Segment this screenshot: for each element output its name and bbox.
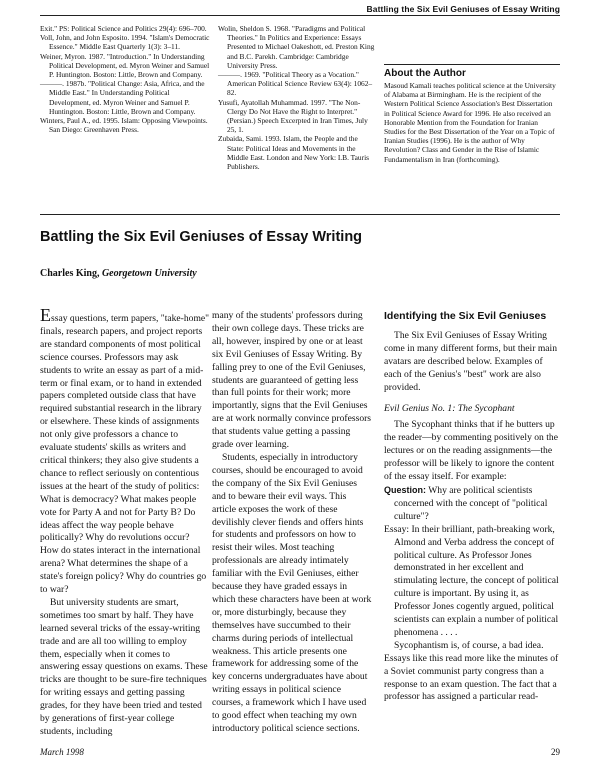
reference-entry: ———. 1987b. "Political Change: Asia, Africa, and the Middle East." In Understanding Political Development, ed. Myron Weiner and Samuel P. Huntington. Boston: Little, Brown and Company. bbox=[40, 79, 205, 116]
body-paragraph: Students, especially in introductory courses, should be encouraged to avoid the company of the Six Evil Geniuses and to beware their evil ways. This article exposes the work of these devilishly clever fiends and offers hints for students and professors on how to resist their wiles. Most teaching professionals are already intimately familiar with the Evil Geniuses, either because they have graded essays in which these characters have been at work or, more disturbingly, because they themselves have succumbed to their charms during periods of intellectual weakness. This article presents one framework for addressing some of the key concerns undergraduates have about writing essays in political science courses, a framework which I have used to good effect when teaching my own introductory political science sections. bbox=[212, 451, 372, 734]
drop-cap: E bbox=[40, 305, 51, 325]
running-head: Battling the Six Evil Geniuses of Essay Writing bbox=[366, 4, 560, 14]
top-rule bbox=[40, 15, 560, 16]
question-text: Why are political scientists concerned with the concept of "political culture"? bbox=[394, 484, 548, 522]
essay-example bbox=[384, 524, 560, 640]
body-paragraph bbox=[40, 305, 210, 597]
body-paragraph: The Six Evil Geniuses of Essay Writing come in many different forms, but their main avatars are described below. Examples of each of the Genius's "best" work are also provided. bbox=[384, 330, 557, 393]
reference-entry: Voll, John, and John Esposito. 1994. "Islam's Democratic Essence." Middle East Quarterly 1(3): 3–11. bbox=[40, 33, 210, 52]
issue-date: March 1998 bbox=[40, 747, 84, 757]
section-rule bbox=[40, 214, 560, 215]
article-title: Battling the Six Evil Geniuses of Essay Writing bbox=[40, 229, 363, 245]
reference-entry: Wolin, Sheldon S. 1968. "Paradigms and Political Theories." In Politics and Experience: Essays Presented to Michael Oakeshott, ed. Preston King and B.C. Parekh. Cambridge: Cambridge University Press. bbox=[218, 24, 375, 70]
question-example bbox=[384, 484, 560, 524]
body-paragraph: many of the students' professors during their own college days. These tricks are all, however, inspired by one or at least six Evil Geniuses of Essay Writing. By falling prey to one of the Evil Geniuses, students are guaranteed of getting less than full points for their work; more importantly, signs that the Evil Geniuses are at work normally convince professors that students value getting a passing grade over learning. bbox=[212, 310, 372, 451]
section-heading: Identifying the Six Evil Geniuses bbox=[384, 310, 547, 322]
essay-text: In their brilliant, path-breaking work, Almond and Verba address the concept of political culture. As Professor Jones demonstrated in her excellent and stimulating lecture, the concept of political culture is important. By using it, as Professor Jones cogently argued, political scientists can explain a number of political phenomena . . . . bbox=[394, 523, 559, 638]
paragraph-text: ssay questions, term papers, "take-home" finals, research papers, and project reports are standard components of most political science courses. Professors may ask students to write an essay as part of a mid-term or final exam, or to hand in extended papers completed outside class that have required substantial research in the library or elsewhere. These kinds of assignments not only give professors a chance to evaluate students' skills as writers and critical thinkers; they also give students a chance to reflect seriously on contentious issues at the heart of the study of politics: What is democracy? What makes people vote for Party A and not for Party B? Do ideas affect the way people behave politically? Why do revolutions occur? How do states interact in the international arena? What determines the shape of a state's foreign policy? Why do countries go to war? bbox=[40, 313, 210, 596]
author-box-rule bbox=[384, 64, 560, 65]
body-paragraph: Sycophantism is, of course, a bad idea. Essays like this read more like the minutes of a Soviet communist party congress than a response to an exam question. The fact that a professor has assigned a particular read- bbox=[384, 639, 559, 703]
author-name: Charles King, bbox=[40, 268, 100, 279]
body-column-3 bbox=[384, 310, 560, 704]
references-column-2 bbox=[218, 24, 376, 171]
byline bbox=[40, 268, 197, 279]
references-column-1 bbox=[40, 24, 210, 134]
reference-entry: Exit." PS: Political Science and Politics 29(4): 696–700. bbox=[40, 24, 207, 33]
body-paragraph: But university students are smart, sometimes too smart by half. They have learned several tricks of the essay-writing trade and are all too willing to employ them, especially when it comes to answering essay questions on exams. These tricks are thought to be sure-fire techniques for writing essays and getting passing grades, for they have been tried and tested by generations of first-year college students, including bbox=[40, 596, 208, 737]
author-affiliation: Georgetown University bbox=[101, 268, 197, 279]
essay-label: Essay: bbox=[384, 523, 410, 535]
body-paragraph: The Sycophant thinks that if he butters up the reader—by commenting positively on the lectures or on the reading assignments—the professor will be likely to ignore the content of the essay itself. For example: bbox=[384, 419, 558, 483]
reference-entry: Weiner, Myron. 1987. "Introduction." In Understanding Political Development, ed. Myron Weiner and Samuel P. Huntington. Boston: Little, Brown and Company. bbox=[40, 51, 210, 80]
body-column-2 bbox=[212, 310, 372, 736]
reference-entry: Winters, Paul A., ed. 1995. Islam: Opposing Viewpoints. San Diego: Greenhaven Press. bbox=[40, 116, 208, 135]
reference-entry: Yusufi, Ayatollah Muhammad. 1997. "The Non-Clergy Do Not Have the Right to Interpret." (Persian.) Speech Excerpted in Iran Times, July 25, 1. bbox=[218, 97, 368, 135]
reference-entry: Zubaida, Sami. 1993. Islam, the People and the State: Political Ideas and Movements in the Middle East. London and New York: I.B. Tauris Publishers. bbox=[218, 134, 370, 172]
page-number: 29 bbox=[551, 747, 560, 757]
reference-entry: ———. 1969. "Political Theory as a Vocation." American Political Science Review 63(4): 1062–82. bbox=[218, 70, 373, 98]
about-author-text: Masoud Kamali teaches political science at the University of Alabama at Birmingham. He is the recipient of the Western Political Science Association's Best Dissertation in Political Science Award for 1996. He also received an Honorable Mention from the Foundation for Iranian Studies for the Best Dissertation of the Year on a Topic of Iranian Studies (1996). He is the author of Why Revolution? Class and Gender in the Rise of Islamic Fundamentalism in Iran (forthcoming). bbox=[384, 81, 556, 164]
about-author-box bbox=[384, 64, 560, 164]
body-column-1 bbox=[40, 305, 210, 739]
question-label: Question: bbox=[384, 484, 426, 495]
subsection-heading: Evil Genius No. 1: The Sycophant bbox=[384, 402, 515, 414]
about-author-heading: About the Author bbox=[384, 68, 466, 79]
